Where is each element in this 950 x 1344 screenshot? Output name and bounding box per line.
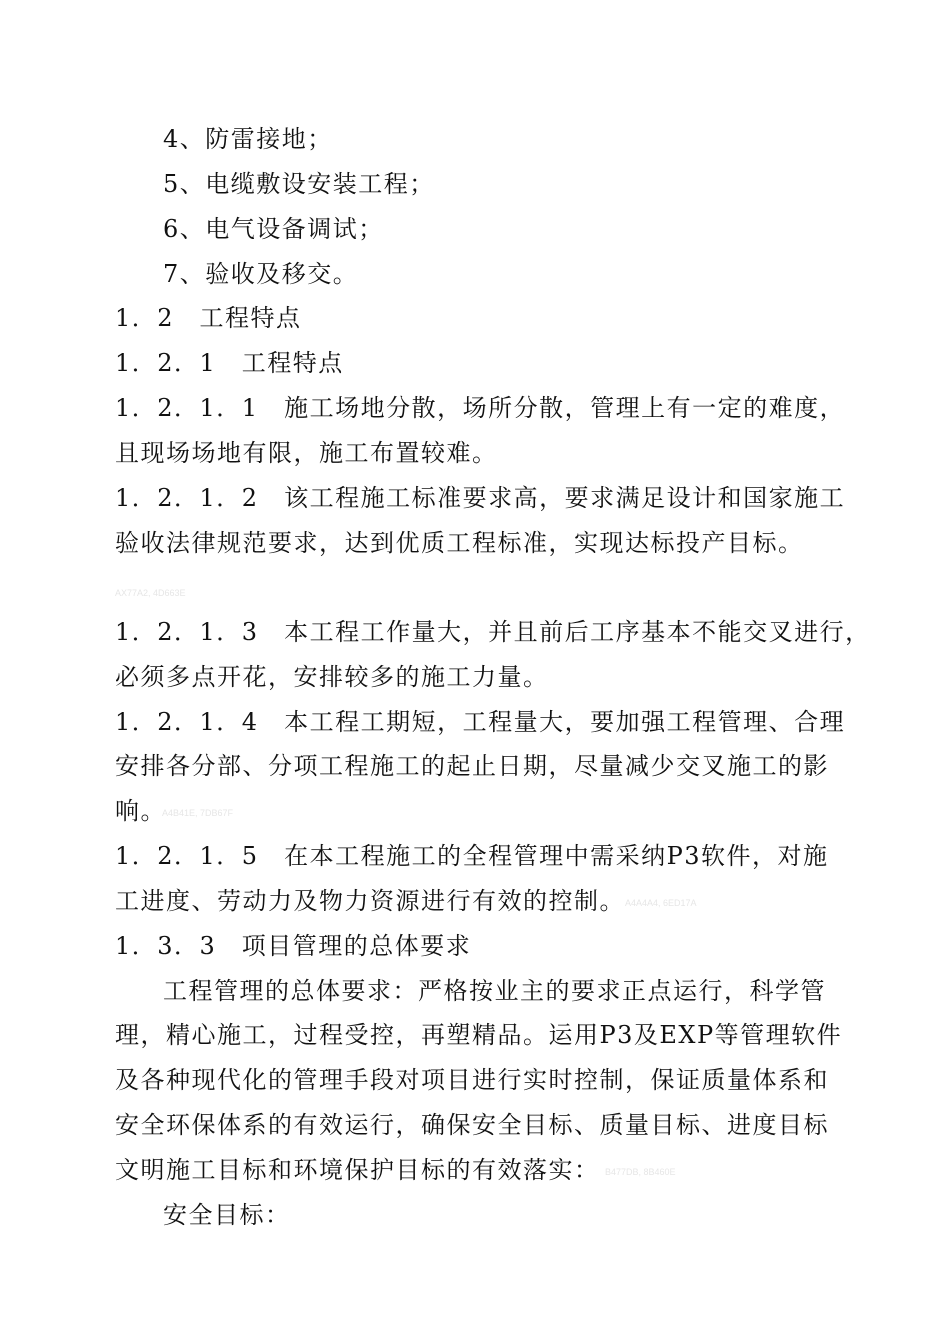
paragraph-1-2-1-4-line-3: 响。 [115, 797, 166, 825]
list-item-5: 5、电缆敷设安装工程； [163, 170, 435, 198]
paragraph-1-2-1-5-line-2: 工进度、劳动力及物力资源进行有效的控制。 [115, 887, 625, 915]
paragraph-requirements-line-2: 理，精心施工，过程受控，再塑精品。运用P3及EXP等管理软件 [115, 1021, 843, 1049]
watermark-text: A4A4A4, 6ED17A [625, 898, 697, 908]
list-item-4: 4、防雷接地； [163, 125, 333, 153]
watermark-text: B477DB, 8B460E [605, 1167, 676, 1177]
paragraph-1-2-1-1-line-1: 1．2．1．1 施工场地分散，场所分散，管理上有一定的难度， [115, 394, 846, 422]
paragraph-1-2-1-3-line-1: 1．2．1．3 本工程工作量大，并且前后工序基本不能交叉进行， [115, 618, 871, 646]
paragraph-1-2-1-4-line-1: 1．2．1．4 本工程工期短，工程量大，要加强工程管理、合理 [115, 708, 846, 736]
paragraph-1-2-1-4-line-2: 安排各分部、分项工程施工的起止日期，尽量减少交叉施工的影 [115, 752, 829, 780]
paragraph-requirements-line-5: 文明施工目标和环境保护目标的有效落实： [115, 1156, 600, 1184]
paragraph-requirements-line-4: 安全环保体系的有效运行，确保安全目标、质量目标、进度目标 [115, 1111, 829, 1139]
paragraph-requirements-line-1: 工程管理的总体要求：严格按业主的要求正点运行，科学管 [163, 977, 826, 1005]
paragraph-1-2-1-2-line-2: 验收法律规范要求，达到优质工程标准，实现达标投产目标。 [115, 529, 804, 557]
subsection-heading-1-2-1: 1．2．1 工程特点 [115, 349, 344, 377]
safety-target-heading: 安全目标： [163, 1201, 291, 1229]
paragraph-1-2-1-5-line-1: 1．2．1．5 在本工程施工的全程管理中需采纳P3软件，对施 [115, 842, 829, 870]
section-heading-1-3-3: 1．3．3 项目管理的总体要求 [115, 932, 472, 960]
list-item-6: 6、电气设备调试； [163, 215, 384, 243]
paragraph-1-2-1-1-line-2: 且现场场地有限，施工布置较难。 [115, 439, 498, 467]
watermark-text: AX77A2, 4D663E [115, 588, 186, 598]
section-heading-1-2: 1．2 工程特点 [115, 304, 302, 332]
watermark-text: A4B41E, 7DB67F [162, 808, 234, 818]
paragraph-1-2-1-2-line-1: 1．2．1．2 该工程施工标准要求高，要求满足设计和国家施工 [115, 484, 846, 512]
paragraph-1-2-1-3-line-2: 必须多点开花，安排较多的施工力量。 [115, 663, 549, 691]
paragraph-requirements-line-3: 及各种现代化的管理手段对项目进行实时控制，保证质量体系和 [115, 1066, 829, 1094]
list-item-7: 7、验收及移交。 [163, 260, 359, 288]
